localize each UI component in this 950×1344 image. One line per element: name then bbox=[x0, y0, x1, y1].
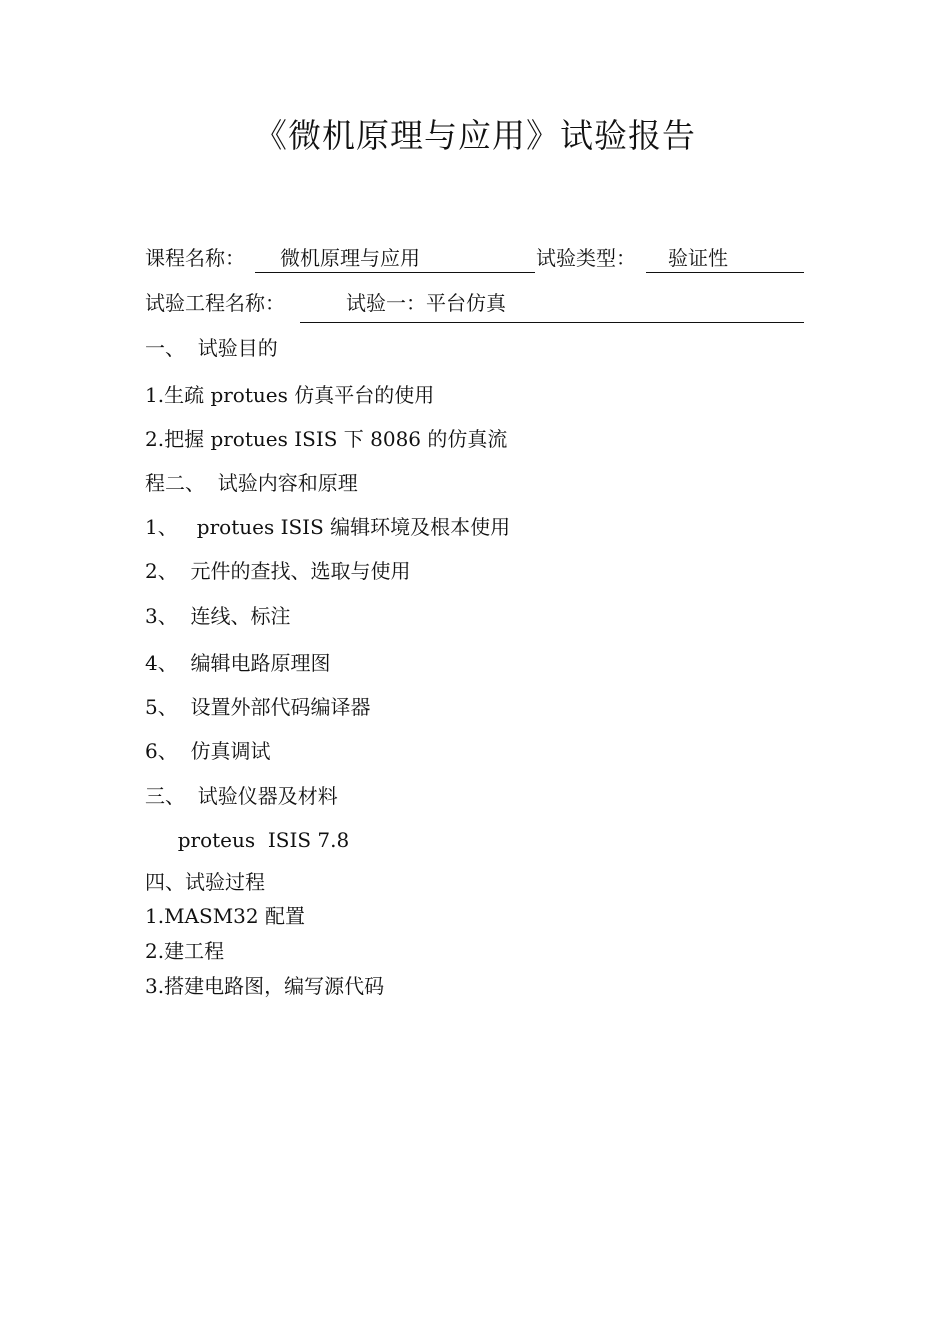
equipment-item: proteus ISIS 7.8 bbox=[165, 828, 350, 852]
content-item-2: 2、 元件的查找、选取与使用 bbox=[145, 559, 411, 583]
content-item-1: 1、 protues ISIS 编辑环境及根本使用 bbox=[145, 515, 511, 539]
project-name-value: 试验一：平台仿真 bbox=[346, 291, 506, 315]
content-item-3: 3、 连线、标注 bbox=[145, 604, 291, 628]
objective-item-2: 2.把握 protues ISIS 下 8086 的仿真流 bbox=[145, 427, 508, 451]
project-name-underline bbox=[300, 322, 804, 323]
project-name-label: 试验工程名称： bbox=[145, 291, 285, 315]
experiment-type-underline bbox=[646, 272, 804, 273]
objective-item-1: 1.生疏 protues 仿真平台的使用 bbox=[145, 383, 435, 407]
section-heading-content: 程二、 试验内容和原理 bbox=[145, 471, 358, 495]
process-item-1: 1.MASM32 配置 bbox=[145, 904, 305, 928]
section-heading-equipment: 三、 试验仪器及材料 bbox=[145, 784, 338, 808]
process-item-3: 3.搭建电路图，编写源代码 bbox=[145, 974, 385, 998]
experiment-type-value: 验证性 bbox=[668, 246, 728, 270]
content-item-5: 5、 设置外部代码编译器 bbox=[145, 695, 371, 719]
content-item-4: 4、 编辑电路原理图 bbox=[145, 651, 331, 675]
course-name-label: 课程名称： bbox=[145, 246, 245, 270]
process-item-2: 2.建工程 bbox=[145, 939, 225, 963]
course-name-underline bbox=[255, 272, 535, 273]
course-name-value: 微机原理与应用 bbox=[280, 246, 420, 270]
section-heading-process: 四、试验过程 bbox=[145, 870, 265, 894]
section-heading-objective: 一、 试验目的 bbox=[145, 336, 278, 360]
content-item-6: 6、 仿真调试 bbox=[145, 739, 271, 763]
experiment-type-label: 试验类型： bbox=[536, 246, 636, 270]
report-title: 《微机原理与应用》试验报告 bbox=[254, 116, 696, 155]
